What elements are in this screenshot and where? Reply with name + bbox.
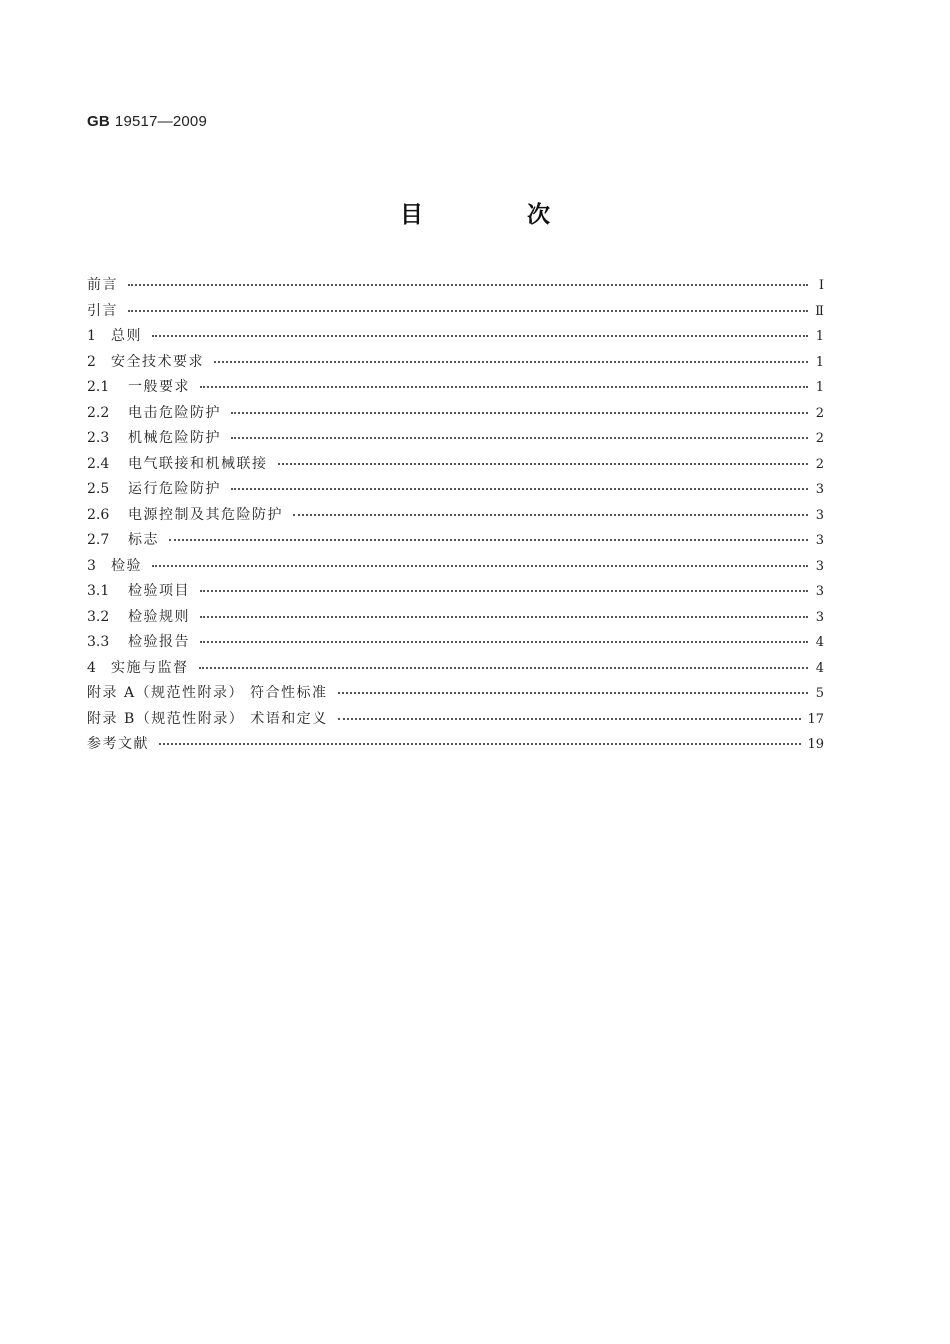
toc-leader-dots <box>338 692 808 694</box>
toc-label: 检验报告 <box>128 634 190 650</box>
toc-entry-2-4[interactable] <box>87 453 824 479</box>
toc-section-number: 2.3 <box>87 430 110 446</box>
toc-section-number: 3.1 <box>87 583 110 599</box>
toc-entry-2-7[interactable] <box>87 529 824 555</box>
toc-page-number: 3 <box>815 609 824 625</box>
toc-entry-2-6[interactable] <box>87 504 824 530</box>
toc-section-number: 3 <box>87 557 96 574</box>
toc-section-number: 1 <box>87 328 96 344</box>
standard-number <box>87 113 207 130</box>
toc-page-number: 19 <box>807 737 824 752</box>
table-of-contents <box>87 274 824 759</box>
toc-entry-3-3[interactable] <box>87 631 824 657</box>
toc-entry-1[interactable] <box>87 325 824 351</box>
toc-label: 总则 <box>111 328 142 344</box>
toc-page-number: 1 <box>815 380 824 395</box>
page-title: 目 次 <box>399 202 598 228</box>
toc-label: 电击危险防护 <box>128 404 221 421</box>
toc-leader-dots <box>159 743 801 745</box>
toc-entry-bibliography[interactable] <box>87 733 824 759</box>
toc-entry-annex-a[interactable] <box>87 682 824 708</box>
toc-page-number: Ⅱ <box>815 303 824 319</box>
toc-label: 参考文献 <box>87 736 149 752</box>
toc-label: 一般要求 <box>128 379 190 395</box>
toc-page-number: 5 <box>815 686 824 701</box>
toc-label: 标志 <box>128 532 159 548</box>
standard-code: 19517—2009 <box>114 113 207 130</box>
toc-leader-dots <box>200 616 808 618</box>
toc-leader-dots <box>200 641 808 643</box>
toc-entry-2-1[interactable] <box>87 376 824 402</box>
toc-entry-3[interactable] <box>87 555 824 581</box>
toc-label: 检验项目 <box>128 583 190 599</box>
toc-leader-dots <box>128 310 808 312</box>
toc-entry-2-2[interactable] <box>87 402 824 428</box>
toc-section-number: 3.3 <box>87 634 110 650</box>
toc-entry-2[interactable] <box>87 351 824 377</box>
toc-label: 安全技术要求 <box>111 353 204 370</box>
toc-leader-dots <box>214 361 808 363</box>
toc-label: 前言 <box>87 277 118 293</box>
toc-label: 电源控制及其危险防护 <box>128 506 283 523</box>
toc-page-number: 1 <box>815 329 824 344</box>
toc-label: 运行危险防护 <box>128 481 221 497</box>
toc-page-number: 17 <box>807 711 824 727</box>
toc-section-number: 4 <box>87 659 96 676</box>
toc-entry-annex-b[interactable] <box>87 708 824 734</box>
toc-entry-4[interactable] <box>87 657 824 683</box>
standard-prefix: GB <box>87 113 110 130</box>
toc-leader-dots <box>338 718 802 720</box>
toc-page-number: 2 <box>815 431 824 446</box>
toc-label: 机械危险防护 <box>128 430 221 446</box>
toc-page-number: 4 <box>815 635 824 650</box>
toc-label: 附录 B（规范性附录） 术语和定义 <box>87 710 328 727</box>
toc-leader-dots <box>200 590 808 592</box>
toc-section-number: 2.5 <box>87 481 110 497</box>
toc-page-number: 3 <box>815 558 824 574</box>
toc-leader-dots <box>169 539 808 541</box>
toc-section-number: 3.2 <box>87 608 110 625</box>
toc-page-number: 3 <box>815 533 824 548</box>
toc-page-number: 3 <box>815 584 824 599</box>
toc-entry-3-1[interactable] <box>87 580 824 606</box>
toc-section-number: 2.2 <box>87 404 110 421</box>
toc-leader-dots <box>152 565 808 567</box>
toc-section-number: 2 <box>87 353 96 370</box>
toc-page-number: 3 <box>815 507 824 523</box>
toc-leader-dots <box>200 386 808 388</box>
toc-leader-dots <box>152 335 808 337</box>
toc-leader-dots <box>293 514 808 516</box>
toc-leader-dots <box>231 488 808 490</box>
toc-section-number: 2.6 <box>87 506 110 523</box>
toc-label: 电气联接和机械联接 <box>128 455 268 472</box>
toc-page-number: 2 <box>815 456 824 472</box>
toc-label: 实施与监督 <box>111 659 189 676</box>
toc-label: 检验规则 <box>128 608 190 625</box>
toc-page-number: 4 <box>815 660 824 676</box>
toc-label: 检验 <box>111 557 142 574</box>
toc-page-number: Ⅰ <box>818 278 824 293</box>
toc-label: 引言 <box>87 302 118 319</box>
toc-leader-dots <box>231 412 808 414</box>
toc-leader-dots <box>128 284 808 286</box>
toc-entry-foreword[interactable] <box>87 274 824 300</box>
toc-label: 附录 A（规范性附录） 符合性标准 <box>87 685 328 701</box>
toc-page-number: 2 <box>815 405 824 421</box>
toc-section-number: 2.4 <box>87 455 110 472</box>
toc-leader-dots <box>278 463 809 465</box>
toc-entry-2-5[interactable] <box>87 478 824 504</box>
toc-entry-introduction[interactable] <box>87 300 824 326</box>
toc-page-number: 1 <box>815 354 824 370</box>
toc-entry-3-2[interactable] <box>87 606 824 632</box>
toc-section-number: 2.7 <box>87 532 110 548</box>
toc-entry-2-3[interactable] <box>87 427 824 453</box>
toc-leader-dots <box>231 437 808 439</box>
toc-section-number: 2.1 <box>87 379 110 395</box>
toc-leader-dots <box>199 667 809 669</box>
toc-page-number: 3 <box>815 482 824 497</box>
